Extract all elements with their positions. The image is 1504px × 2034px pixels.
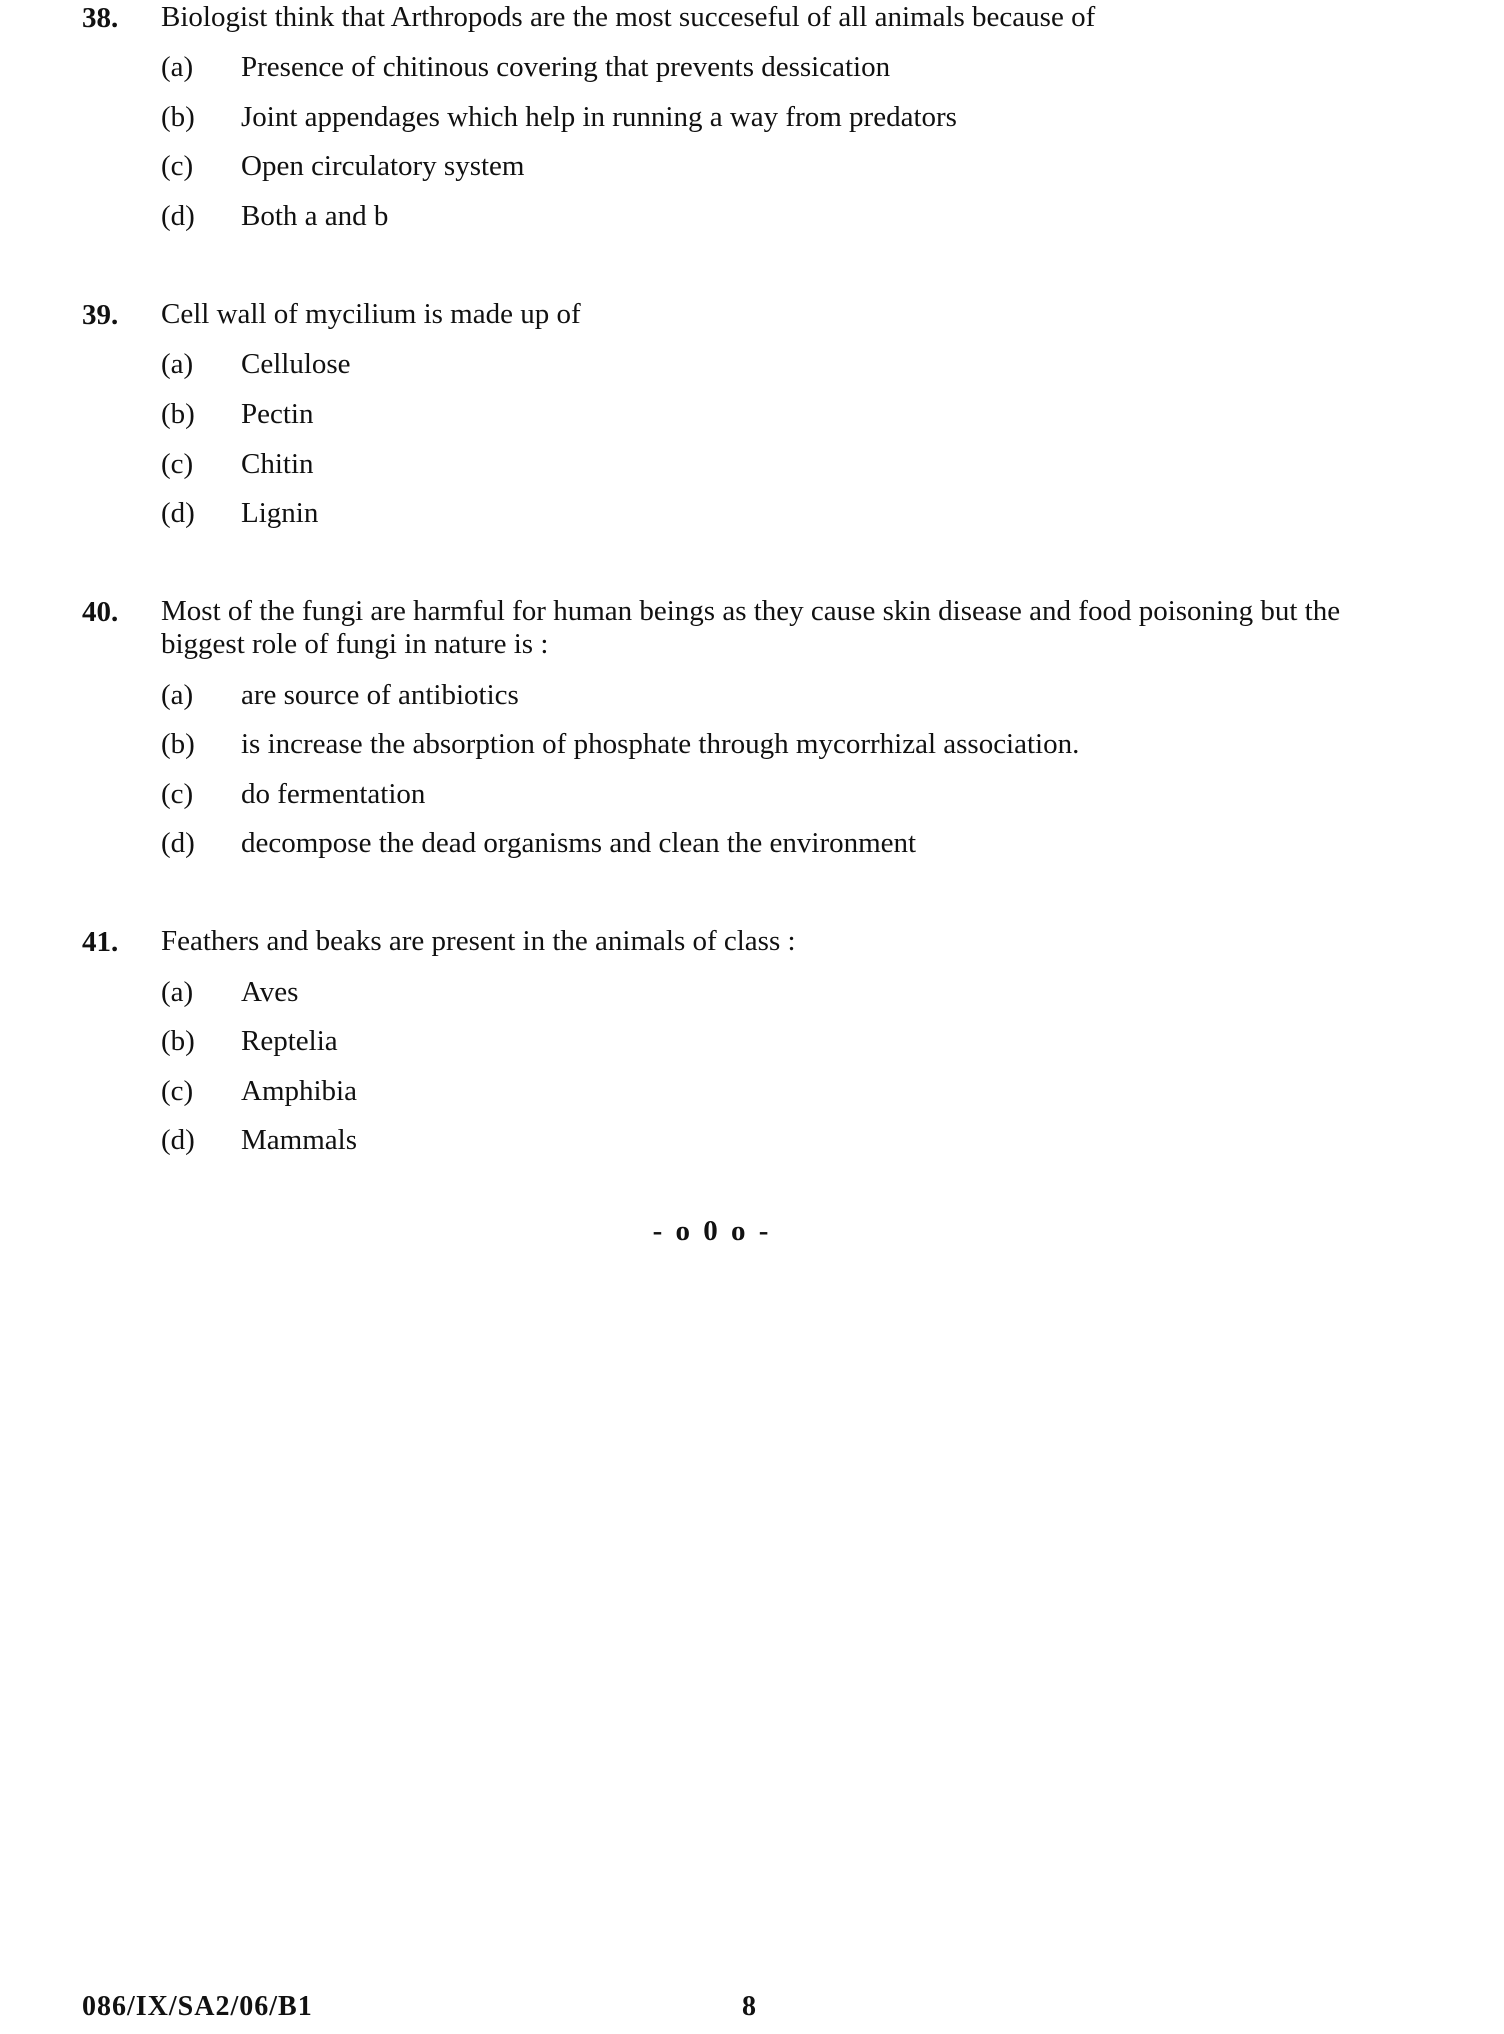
option-label: (a)	[161, 679, 194, 711]
option-text: Pectin	[241, 398, 314, 430]
option-a	[161, 347, 351, 381]
option-text: decompose the dead organisms and clean the environment	[241, 827, 917, 859]
option-text: Lignin	[241, 497, 319, 529]
option-label: (a)	[161, 348, 194, 380]
option-a	[161, 678, 519, 712]
option-text: Presence of chitinous covering that prevents dessication	[241, 51, 891, 83]
option-label: (a)	[161, 51, 194, 83]
option-text: is increase the absorption of phosphate through mycorrhizal association.	[241, 728, 1080, 760]
option-label: (b)	[161, 1025, 195, 1057]
footer-paper-code: 086/IX/SA2/06/B1	[82, 1991, 313, 2022]
option-b	[161, 1024, 338, 1058]
question-text: Biologist think that Arthropods are the most succeseful of all animals because of	[161, 1, 1096, 33]
option-b	[161, 100, 957, 134]
option-text: Reptelia	[241, 1025, 338, 1057]
option-d	[161, 826, 916, 860]
option-label: (d)	[161, 827, 195, 859]
option-label: (c)	[161, 150, 194, 182]
option-c	[161, 1074, 357, 1108]
option-label: (b)	[161, 101, 195, 133]
option-label: (b)	[161, 728, 195, 760]
option-d	[161, 199, 388, 233]
option-label: (a)	[161, 976, 194, 1008]
end-marker: - o 0 o -	[652, 1215, 772, 1247]
option-label: (b)	[161, 398, 195, 430]
option-text: Mammals	[241, 1124, 357, 1156]
option-b	[161, 397, 314, 431]
question-number: 38.	[82, 2, 119, 34]
option-label: (d)	[161, 497, 195, 529]
option-text: do fermentation	[241, 778, 426, 810]
option-label: (c)	[161, 778, 194, 810]
option-text: Amphibia	[241, 1075, 357, 1107]
question-text: Most of the fungi are harmful for human beings as they cause skin disease and food poisoning but the biggest role of fungi in nature is :	[161, 595, 1341, 660]
option-c	[161, 777, 425, 811]
option-label: (d)	[161, 1124, 195, 1156]
question-text: Cell wall of mycilium is made up of	[161, 298, 581, 330]
question-number: 41.	[82, 926, 119, 958]
option-text: Both a and b	[241, 200, 389, 232]
option-text: Aves	[241, 976, 299, 1008]
question-number: 39.	[82, 299, 119, 331]
footer-page-number: 8	[742, 1991, 756, 2022]
option-text: Chitin	[241, 448, 314, 480]
option-d	[161, 1123, 357, 1157]
option-label: (c)	[161, 448, 194, 480]
option-a	[161, 975, 298, 1009]
option-text: are source of antibiotics	[241, 679, 519, 711]
option-c	[161, 149, 524, 183]
option-text: Cellulose	[241, 348, 351, 380]
option-text: Joint appendages which help in running a way from predators	[241, 101, 957, 133]
option-label: (c)	[161, 1075, 194, 1107]
option-c	[161, 447, 314, 481]
question-text: Feathers and beaks are present in the animals of class :	[161, 925, 796, 957]
option-d	[161, 496, 318, 530]
option-b	[161, 727, 1079, 761]
option-label: (d)	[161, 200, 195, 232]
question-number: 40.	[82, 596, 119, 628]
option-a	[161, 50, 890, 84]
option-text: Open circulatory system	[241, 150, 525, 182]
